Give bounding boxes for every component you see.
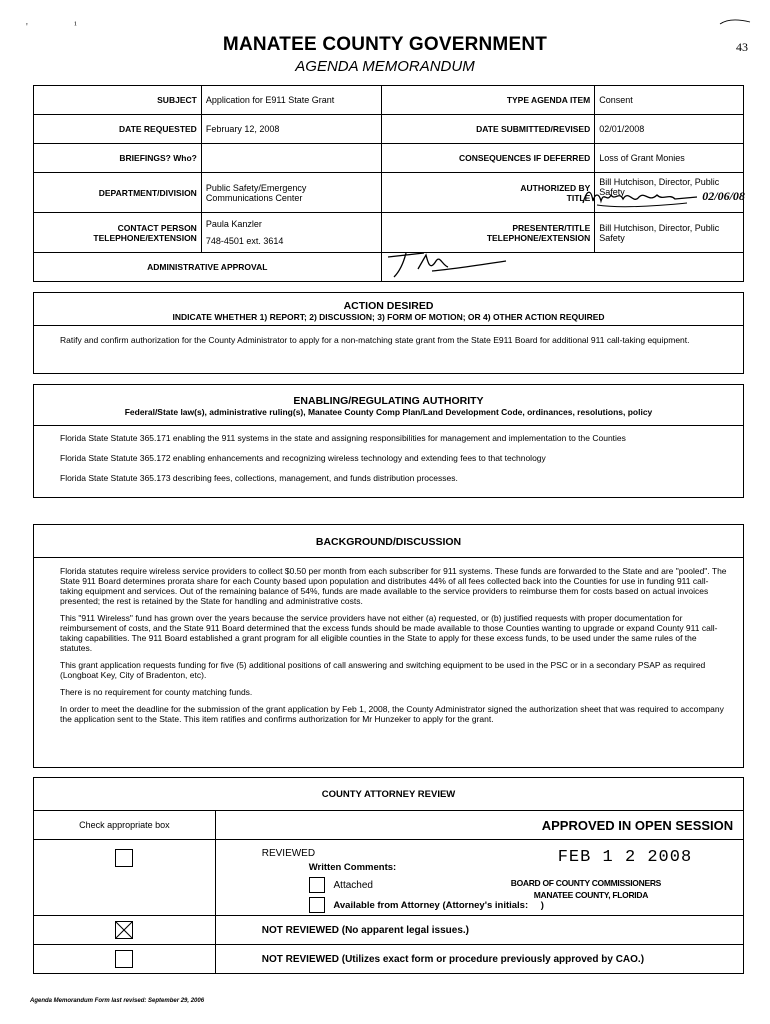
not-reviewed-1-check-cell — [34, 916, 216, 945]
consequences-value: Loss of Grant Monies — [595, 144, 744, 173]
approved-stamp: APPROVED IN OPEN SESSION — [541, 818, 734, 833]
date-requested-value: February 12, 2008 — [201, 115, 381, 144]
check-box-label: Check appropriate box — [34, 811, 216, 840]
background-paragraph: In order to meet the deadline for the submission of the grant application by Feb 1, 2008, the County Administrator signed the authorization sheet that was required to accompany the application sent to the State. This item ratifies and confirms authorization for Mr Hunzeker to apply for the grant. — [60, 704, 724, 724]
document-subtitle: AGENDA MEMORANDUM — [295, 58, 475, 75]
administrative-approval-signature — [381, 253, 743, 282]
attached-checkbox[interactable] — [309, 877, 325, 893]
background-paragraph: There is no requirement for county matching funds. — [60, 687, 253, 697]
authority-item: Florida State Statute 365.171 enabling the 911 systems in the state and assigning responsibilities for management and implementation to the Counties — [60, 433, 626, 443]
contact-label — [34, 213, 202, 253]
authorized-name: Bill Hutchison, Director, Public Safety — [599, 176, 720, 197]
stamp-county: MANATEE COUNTY, FLORIDA — [533, 890, 649, 900]
date-requested-label: DATE REQUESTED — [34, 115, 202, 144]
reviewed-check-cell — [34, 840, 216, 916]
background-section — [33, 524, 744, 768]
department-line: Communications Center — [205, 192, 303, 203]
available-option — [309, 897, 743, 913]
type-agenda-item-label: TYPE AGENDA ITEM — [381, 86, 595, 115]
background-paragraph: This "911 Wireless" fund has grown over the years because the service providers have not either (a) requested, or (b) justified requests with proper documentation for reimbursement of costs, and the State 911 Board determined that the excess funds should be made available to those Counties wanting to upgrade or expand County 911 call-taking capabilities. The 911 Board established a grant program for all eligible counties in the State to apply for these excess funds, to be used under the same rules of the statutes. — [60, 613, 718, 653]
corner-pen-mark — [718, 16, 752, 26]
enabling-authority-section — [33, 384, 744, 498]
date-submitted-label: DATE SUBMITTED/REVISED — [381, 115, 595, 144]
page-number: 43 — [736, 40, 748, 54]
department-value — [201, 173, 381, 213]
reviewed-label: REVIEWED — [261, 848, 316, 859]
action-desired-section — [33, 292, 744, 374]
document-title: MANATEE COUNTY GOVERNMENT — [222, 34, 548, 55]
authorized-label — [381, 173, 595, 213]
contact-person-label: CONTACT PERSON — [117, 222, 197, 233]
briefings-label: BRIEFINGS? Who? — [34, 144, 202, 173]
presenter-title-label: PRESENTER/TITLE — [512, 222, 591, 233]
subject-value: Application for E911 State Grant — [201, 86, 381, 115]
action-desired-text: Ratify and confirm authorization for the County Administrator to apply for a non-matching state grant from the State E911 Board for additional 911 call-taking equipment. — [60, 335, 690, 345]
briefings-value — [201, 144, 381, 173]
authorized-by-label: AUTHORIZED BY — [520, 182, 591, 193]
enabling-authority-title: ENABLING/REGULATING AUTHORITY — [293, 395, 484, 407]
administrator-signature — [384, 247, 514, 281]
department-line: Public Safety/Emergency — [205, 182, 307, 193]
not-reviewed-2-check-cell — [34, 945, 216, 974]
county-attorney-review-table — [33, 777, 744, 974]
subject-label: SUBJECT — [34, 86, 202, 115]
enabling-authority-instructions: Federal/State law(s), administrative ruling(s), Manatee County Comp Plan/Land Development Code, ordinances, resolutions, policy — [124, 407, 653, 417]
contact-phone: 748-4501 ext. 3614 — [205, 236, 284, 246]
attached-label: Attached — [333, 879, 373, 891]
available-label: Available from Attorney (Attorney's initials: — [333, 899, 529, 911]
background-title: BACKGROUND/DISCUSSION — [315, 536, 462, 548]
background-paragraph: Florida statutes require wireless service providers to collect $0.50 per month from each subscriber for 911 systems. These funds are forwarded to the State and are "pooled". The State 911 Board determines prorata share for each County based upon population and distributes 44% of all fees collected back into the Counties for use in funding 911 call-taking equipment and services. Out of the remaining balance of 54%, funds are made available to the service providers to reimburse them for costs based on actual invoices presented; the rest is retained by the State for handling and administrative costs. — [60, 566, 727, 606]
not-reviewed-no-issues-label: NOT REVIEWED (No apparent legal issues.) — [215, 916, 743, 945]
reviewed-option — [215, 840, 743, 916]
authorized-value — [595, 173, 744, 213]
attorney-review-title: COUNTY ATTORNEY REVIEW — [34, 778, 744, 811]
presenter-telephone-label: TELEPHONE/EXTENSION — [486, 232, 591, 243]
title-label: TITLE — [566, 192, 591, 203]
consequences-label: CONSEQUENCES IF DEFERRED — [381, 144, 595, 173]
authority-item: Florida State Statute 365.172 enabling enhancements and recognizing wireless technology and extending fees to that technology — [60, 453, 546, 463]
not-reviewed-exact-form-checkbox[interactable] — [115, 950, 133, 968]
background-paragraph: This grant application requests funding for five (5) additional positions of call answering and switching equipment to be used in the PSC or in a secondary PSAP as required (Longboat Key, City of Bradenton, etc). — [60, 660, 706, 680]
stamp-board: BOARD OF COUNTY COMMISSIONERS — [510, 878, 662, 888]
not-reviewed-exact-form-label: NOT REVIEWED (Utilizes exact form or procedure previously approved by CAO.) — [215, 945, 743, 974]
reviewed-checkbox[interactable] — [115, 849, 133, 867]
signature-date: 02/06/08 — [702, 189, 745, 203]
contact-value — [201, 213, 381, 253]
written-comments-label: Written Comments: — [308, 862, 397, 873]
checked-x-icon — [116, 922, 132, 938]
memo-info-table — [33, 85, 744, 282]
contact-name: Paula Kanzler — [205, 219, 262, 229]
not-reviewed-no-issues-checkbox[interactable] — [115, 921, 133, 939]
administrative-approval-label: ADMINISTRATIVE APPROVAL — [34, 253, 382, 282]
action-desired-title: ACTION DESIRED — [343, 300, 434, 312]
enabling-authority-list — [34, 426, 743, 483]
stamp-cell — [215, 811, 743, 840]
stray-mark: ' — [26, 22, 28, 33]
available-checkbox[interactable] — [309, 897, 325, 913]
enabling-authority-header — [34, 385, 743, 426]
stamp-date: FEB 1 2 2008 — [557, 848, 693, 867]
action-desired-instructions: INDICATE WHETHER 1) REPORT; 2) DISCUSSION; 3) FORM OF MOTION; OR 4) OTHER ACTION REQUIRED — [172, 312, 605, 322]
form-revision-footer: Agenda Memorandum Form last revised: September 29, 2006 — [30, 998, 205, 1004]
department-label: DEPARTMENT/DIVISION — [34, 173, 202, 213]
background-text — [34, 558, 743, 724]
stray-mark: ¹ — [74, 20, 77, 31]
action-desired-header — [34, 293, 743, 326]
contact-telephone-label: TELEPHONE/EXTENSION — [93, 232, 197, 243]
background-header — [34, 525, 743, 558]
available-close: ) — [540, 899, 544, 911]
date-submitted-value: 02/01/2008 — [595, 115, 744, 144]
authority-item: Florida State Statute 365.173 describing fees, collections, management, and funds distribution processes. — [60, 473, 458, 483]
presenter-value: Bill Hutchison, Director, Public Safety — [595, 213, 744, 253]
type-agenda-item-value: Consent — [595, 86, 744, 115]
